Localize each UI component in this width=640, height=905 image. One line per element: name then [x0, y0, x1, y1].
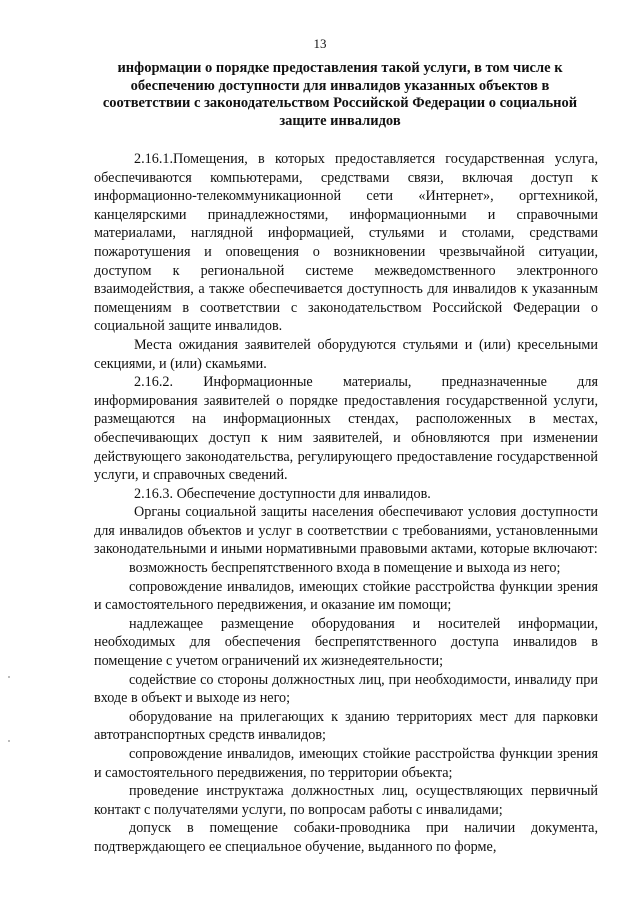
list-item: возможность беспрепятственного входа в помещение и выхода из него; [129, 560, 561, 577]
list-item: надлежащее размещение оборудования и носителей информации, необходимых для обеспечения беспрепятственного доступа инвалидов в помещение с учетом ограничений их жизнедеятельности; [94, 615, 598, 670]
list-item: допуск в помещение собаки-проводника при наличии документа, подтверждающего ее специальное обучение, выданного по форме, [94, 820, 598, 855]
list-item: сопровождение инвалидов, имеющих стойкие расстройства функции зрения и самостоятельного передвижения, по территории объекта; [94, 746, 598, 781]
paragraph: Органы социальной защиты населения обеспечивают условия доступности для инвалидов объектов и услуг в соответствии с требованиями, установленными законодательными и иными нормативными правовыми актами, которые включают: [94, 504, 598, 558]
list-item: оборудование на прилегающих к зданию территориях мест для парковки автотранспортных средств инвалидов; [94, 708, 598, 744]
paragraph: 2.16.2. Информационные материалы, предназначенные для информирования заявителей о порядке предоставления государственной услуги, размещаются на информационных стендах, расположенных в местах, обеспечивающих доступ к ним заявителей, и обновляются при изменении действующего законодательства, регулирующего предоставление государственной услуги, и справочных сведений. [94, 374, 598, 484]
section-title: информации о порядке предоставления такой услуги, в том числе к обеспечению доступности для инвалидов указанных объектов в соответствии с законодательством Российской Федерации о социальной защите инвалидов [102, 60, 578, 129]
scan-speck [8, 740, 10, 742]
page-number: 13 [313, 36, 327, 51]
paragraph: 2.16.1.Помещения, в которых предоставляется государственная услуга, обеспечиваются компьютерами, средствами связи, включая доступ к информационно-телекоммуникационной сети «Интернет», оргтехникой, канцелярскими принадлежностями, информационными и справочными материалами, наглядной информацией, стульями и столами, средствами пожаротушения и оповещения о возникновении чрезвычайной ситуации, доступом к региональной системе межведомственного электронного взаимодействия, а также обеспечивается доступность для инвалидов к указанным помещениям в соответствии с законодательством Российской Федерации о социальной защите инвалидов. [94, 151, 598, 335]
scan-speck [8, 676, 10, 678]
document-body [94, 150, 598, 857]
paragraph: Места ожидания заявителей оборудуются стульями и (или) кресельными секциями, и (или) скамьями. [94, 336, 598, 372]
list-item: проведение инструктажа должностных лиц, осуществляющих первичный контакт с получателями услуги, по вопросам работы с инвалидами; [94, 783, 598, 818]
list-item: сопровождение инвалидов, имеющих стойкие расстройства функции зрения и самостоятельного передвижения, и оказание им помощи; [94, 578, 598, 614]
paragraph: 2.16.3. Обеспечение доступности для инвалидов. [134, 485, 431, 502]
list-item: содействие со стороны должностных лиц, при необходимости, инвалиду при входе в объект и выходе из него; [94, 671, 598, 707]
